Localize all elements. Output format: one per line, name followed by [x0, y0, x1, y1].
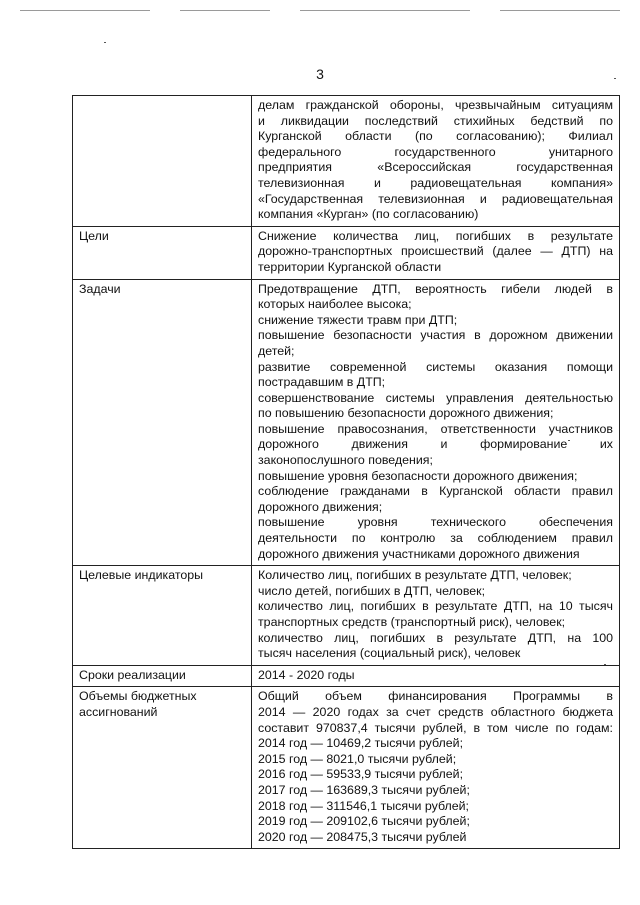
scan-artifact-line — [180, 10, 270, 11]
content-line: Предотвращение ДТП, вероятность гибели людей в — [258, 281, 613, 296]
content-line: транспортных средств (транспортный риск), человек; — [258, 615, 566, 629]
content-line: компания «Курган» (по согласованию) — [258, 207, 479, 222]
scan-artifact-line — [500, 10, 620, 11]
content-line: законопослушного поведения; — [258, 453, 433, 468]
row-content — [252, 687, 620, 849]
program-passport-table — [72, 95, 620, 849]
content-line: и ликвидации последствий стихийных бедствий по — [258, 113, 613, 128]
content-line: повышение уровня безопасности дорожного движения; — [258, 468, 578, 483]
content-line: дорожного движения участниками дорожного движения — [258, 546, 580, 561]
row-label: Целевые индикаторы — [73, 566, 252, 666]
table-row — [73, 665, 620, 687]
content-line: деятельности по контролю за соблюдением правил — [258, 531, 613, 546]
row-label — [73, 96, 252, 227]
row-content — [252, 96, 620, 227]
row-content — [252, 226, 620, 279]
content-line: федерального государственного унитарного — [258, 144, 613, 159]
content-line: составит 970837,4 тысячи рублей, в том числе по годам: — [258, 720, 613, 735]
content-line: тысяч населения (социальный риск), человек — [258, 646, 521, 661]
content-line: 2020 год — 208475,3 тысячи рублей — [258, 829, 467, 844]
content-line: по повышению безопасности дорожного движения; — [258, 406, 554, 421]
content-line: «Государственная телевизионная и радиовещательная — [258, 191, 613, 206]
content-line: делам гражданской обороны, чрезвычайным ситуациям — [258, 98, 613, 112]
content-line: дорожного движения и формирование их — [258, 437, 613, 452]
content-line: повышение правосознания, ответственности участников — [258, 421, 613, 436]
content-line: детей; — [258, 343, 295, 358]
scan-artifact-line — [20, 10, 150, 11]
content-line: телевизионная и радиовещательная компания» — [258, 175, 613, 190]
content-line: дорожно-транспортных происшествий (далее — ДТП) на — [258, 244, 613, 259]
content-line: повышение уровня технического обеспечения — [258, 515, 613, 530]
table-row — [73, 96, 620, 227]
content-line: пострадавшим в ДТП; — [258, 375, 386, 390]
content-line: соблюдение гражданами в Курганской области правил — [258, 484, 613, 499]
content-line: 2014 - 2020 годы — [258, 667, 355, 682]
row-label: Цели — [73, 226, 252, 279]
content-line: Общий объем финансирования Программы в — [258, 689, 613, 704]
content-line: Количество лиц, погибших в результате ДТП, человек; — [258, 568, 572, 583]
content-line: 2019 год — 209102,6 тысячи рублей; — [258, 814, 470, 829]
content-line: совершенствование системы управления деятельностью — [258, 390, 613, 405]
content-line: территории Курганской области — [258, 259, 442, 274]
content-line: 2015 год — 8021,0 тысячи рублей; — [258, 751, 457, 766]
table-row — [73, 279, 620, 566]
row-content — [252, 665, 620, 687]
page-number: 3 — [316, 66, 324, 82]
content-line: число детей, погибших в ДТП, человек; — [258, 583, 486, 598]
content-line: 2014 год — 10469,2 тысячи рублей; — [258, 736, 464, 751]
content-line: развитие современной системы оказания помощи — [258, 359, 613, 374]
content-line: дорожного движения; — [258, 499, 383, 514]
row-label: Объемы бюджетных ассигнований — [73, 687, 252, 849]
content-line: предприятия «Всероссийская государственная — [258, 160, 613, 175]
table-row — [73, 226, 620, 279]
scan-artifact-line — [300, 10, 470, 11]
content-line: Снижение количества лиц, погибших в результате — [258, 228, 613, 243]
table-row — [73, 566, 620, 666]
table-row — [73, 687, 620, 849]
content-line: которых наиболее высока; — [258, 297, 412, 312]
content-line: 2014 — 2020 годах за счет средств областного бюджета — [258, 704, 613, 719]
row-content — [252, 279, 620, 566]
row-label: Сроки реализации — [73, 665, 252, 687]
content-line: количество лиц, погибших в результате ДТП, на 100 — [258, 630, 613, 645]
content-line: Курганской области (по согласованию); Филиал — [258, 129, 613, 144]
scan-speck — [104, 42, 106, 43]
content-line: 2016 год — 59533,9 тысячи рублей; — [258, 767, 464, 782]
content-line: снижение тяжести травм при ДТП; — [258, 312, 458, 327]
row-label: Задачи — [73, 279, 252, 566]
content-line: 2017 год — 163689,3 тысячи рублей; — [258, 782, 470, 797]
row-content — [252, 566, 620, 666]
content-line: повышение безопасности участия в дорожном движении — [258, 328, 613, 343]
content-line: 2018 год — 311546,1 тысячи рублей; — [258, 798, 469, 813]
content-line: количество лиц, погибших в результате ДТП, на 10 тысяч — [258, 599, 613, 614]
